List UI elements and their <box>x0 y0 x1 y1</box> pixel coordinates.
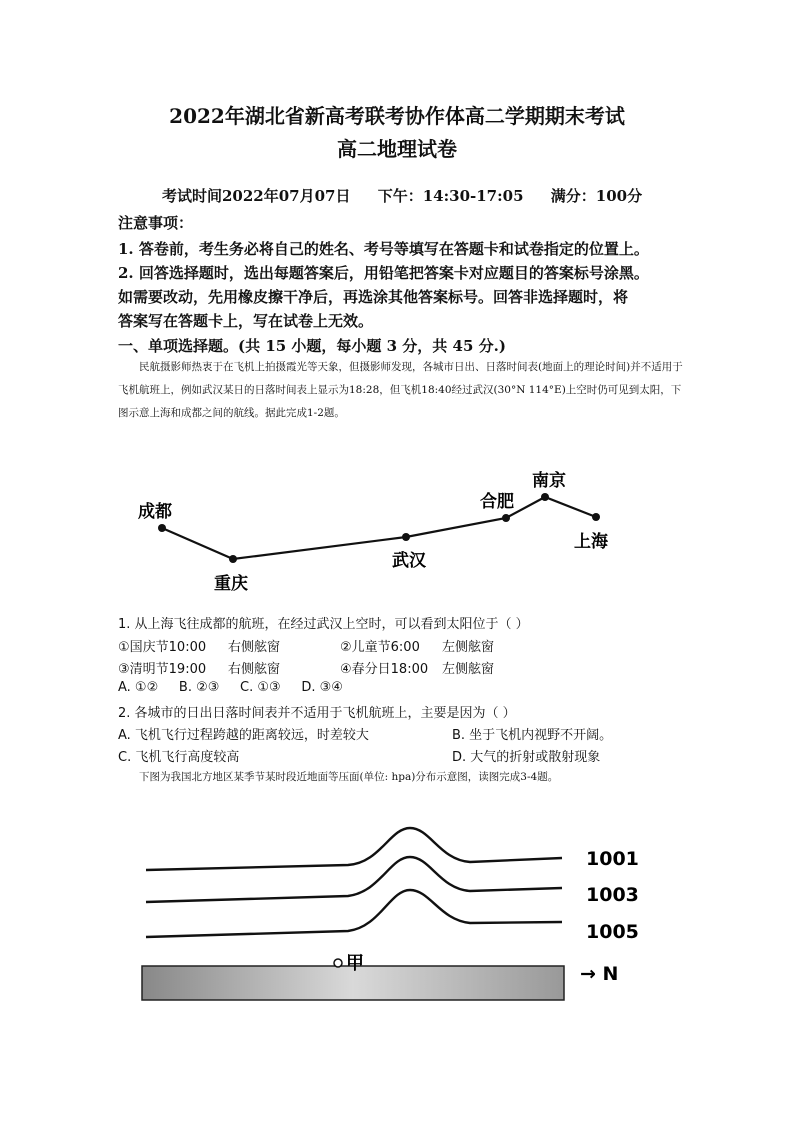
section-heading: 一、单项选择题。(共 15 小题，每小题 3 分，共 45 分.) <box>118 337 506 355</box>
city-dot-chengdu <box>158 524 166 532</box>
city-dot-chongqing <box>229 555 237 563</box>
isobar-line-1001 <box>146 828 562 870</box>
q1-option-2: ②儿童节6:00 <box>340 640 420 655</box>
q1-option-3-side: 右侧舷窗 <box>228 662 281 677</box>
passage-1-text: 民航摄影师热衷于在飞机上拍摄霞光等天象，但摄影师发现，各城市日出、日落时间表(地面上的理论时间)并不适用于飞机航班上，例如武汉某日的日落时间表上显示为18:28，但飞机18:40经过武汉(30°N 114°E)上空时仍可见到太阳，下图示意上海和成都之间的航线。据此完成1-2题。 <box>118 361 683 419</box>
exam-title: 2022年湖北省新高考联考协作体高二学期期末考试 <box>169 104 625 128</box>
exam-period: 下午：14:30-17:05 <box>377 187 524 205</box>
exam-meta <box>162 185 664 206</box>
q2-option-d: D. 大气的折射或散射现象 <box>452 750 601 765</box>
city-label-shanghai: 上海 <box>574 532 608 552</box>
q1-option-2-side: 左侧舷窗 <box>442 640 495 655</box>
city-label-hefei: 合肥 <box>480 492 514 512</box>
passage-2-text: 下图为我国北方地区某季节某时段近地面等压面(单位: hpa)分布示意图，读图完成3-4题。 <box>139 771 559 783</box>
notice-item-2c: 答案写在答题卡上，写在试卷上无效。 <box>118 312 374 330</box>
flight-route-line <box>162 497 596 559</box>
passage-1 <box>118 356 686 425</box>
isobar-label-1001: 1001 <box>586 848 639 870</box>
city-dot-shanghai <box>592 513 600 521</box>
north-arrow: → N <box>580 963 619 985</box>
notice-item-1: 1. 答卷前，考生务必将自己的姓名、考号等填写在答题卡和试卷指定的位置上。 <box>118 240 649 258</box>
exam-subtitle: 高二地理试卷 <box>337 137 457 161</box>
q2-option-b: B. 坐于飞机内视野不开阔。 <box>452 728 613 743</box>
isobar-label-1003: 1003 <box>586 884 639 906</box>
q1-option-4-side: 左侧舷窗 <box>442 662 495 677</box>
notice-item-2b: 如需要改动，先用橡皮擦干净后，再选涂其他答案标号。回答非选择题时，将 <box>118 288 629 306</box>
city-dot-hefei <box>502 514 510 522</box>
q1-choices: A. ①② B. ②③ C. ①③ D. ③④ <box>118 680 343 695</box>
passage-2 <box>118 766 686 789</box>
isobar-label-1005: 1005 <box>586 921 639 943</box>
q1-option-1: ①国庆节10:00 <box>118 640 207 655</box>
route-map <box>118 455 648 605</box>
exam-date: 考试时间2022年07月07日 <box>162 187 351 205</box>
notice-item-2a: 2. 回答选择题时，选出每题答案后，用铅笔把答案卡对应题目的答案标号涂黑。 <box>118 264 649 282</box>
notice-heading: 注意事项： <box>118 214 194 232</box>
city-label-chengdu: 成都 <box>138 502 172 522</box>
point-jia-label: 甲 <box>346 953 364 974</box>
city-dot-wuhan <box>402 533 410 541</box>
city-label-nanjing: 南京 <box>532 471 566 491</box>
city-label-chongqing: 重庆 <box>214 574 248 594</box>
q2-option-a: A. 飞机飞行过程跨越的距离较远，时差较大 <box>118 728 369 743</box>
q1-option-3: ③清明节19:00 <box>118 662 207 677</box>
exam-score: 满分：100分 <box>550 187 643 205</box>
isobar-diagram <box>118 820 658 1010</box>
q2-option-c: C. 飞机飞行高度较高 <box>118 750 240 765</box>
question-1-stem: 1. 从上海飞往成都的航班，在经过武汉上空时，可以看到太阳位于（ ） <box>118 617 529 632</box>
city-label-wuhan: 武汉 <box>392 551 426 571</box>
isobar-line-1005 <box>146 890 562 937</box>
point-jia-marker <box>334 959 342 967</box>
q1-option-1-side: 右侧舷窗 <box>228 640 281 655</box>
city-dot-nanjing <box>541 493 549 501</box>
q1-option-4: ④春分日18:00 <box>340 662 429 677</box>
question-2-stem: 2. 各城市的日出日落时间表并不适用于飞机航班上，主要是因为（ ） <box>118 706 516 721</box>
